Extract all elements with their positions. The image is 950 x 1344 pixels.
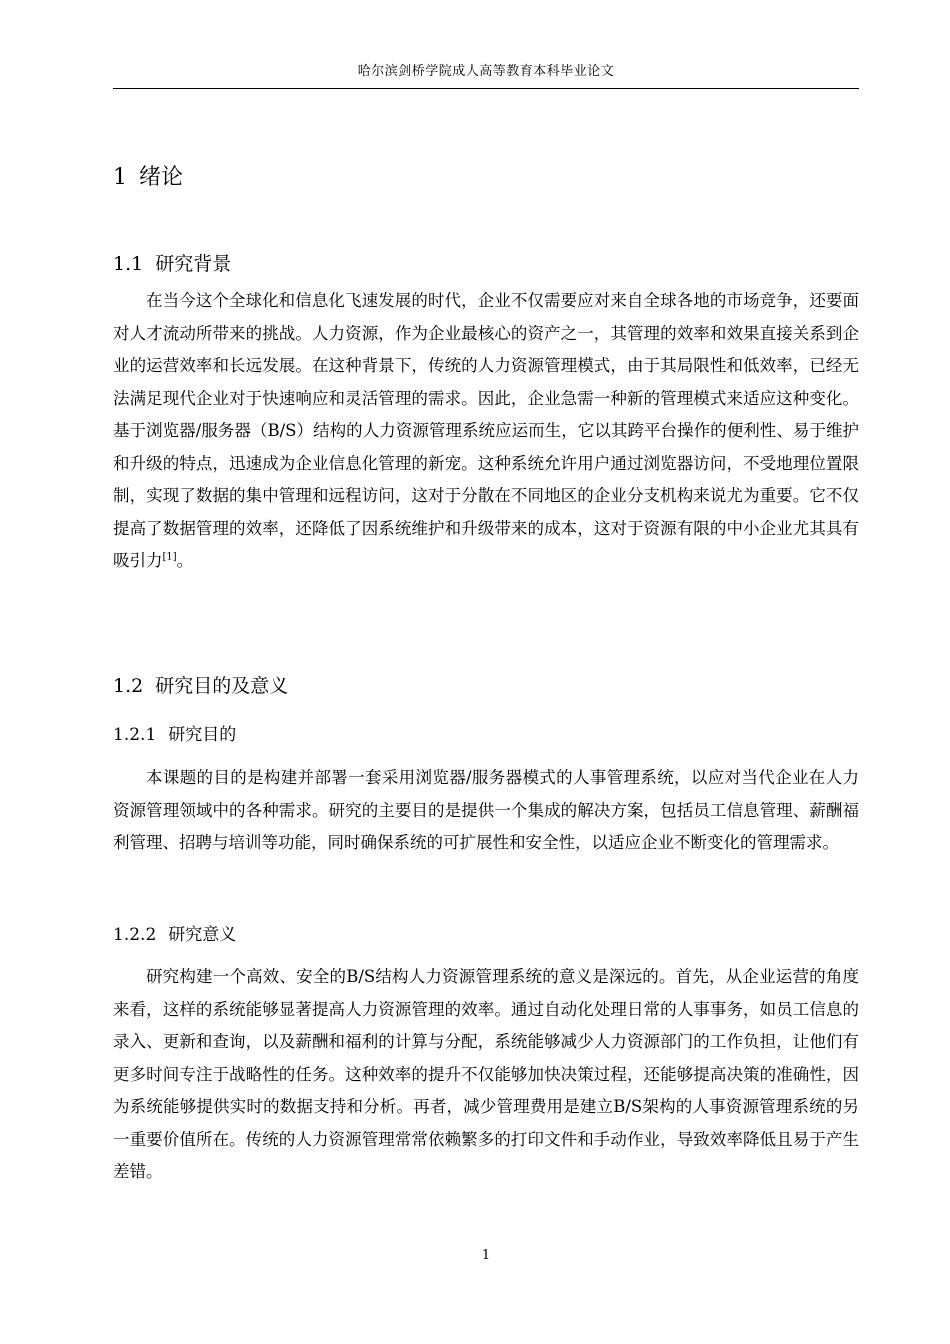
subsection-heading-significance: [113, 922, 236, 948]
header-rule: [113, 88, 859, 89]
section-number: 1.2: [113, 675, 144, 697]
chapter-title: 绪论: [139, 165, 184, 190]
paragraph-background: [113, 285, 859, 578]
section-title: 研究目的及意义: [155, 675, 289, 697]
section-heading-purpose-significance: [113, 672, 288, 700]
section-number: 1.1: [113, 253, 144, 275]
subsection-title: 研究意义: [168, 925, 237, 945]
subsection-number: 1.2.2: [113, 925, 157, 945]
running-header: 哈尔滨剑桥学院成人高等教育本科毕业论文: [357, 64, 615, 79]
subsection-number: 1.2.1: [113, 725, 157, 745]
paragraph-text: 本课题的目的是构建并部署一套采用浏览器/服务器模式的人事管理系统，以应对当代企业在人力资源管理领域中的各种需求。研究的主要目的是提供一个集成的解决方案，包括员工信息管理、薪酬福利管理、招聘与培训等功能，同时确保系统的可扩展性和安全性，以适应企业不断变化的管理需求。: [113, 768, 859, 852]
citation-ref: [1]: [162, 551, 177, 563]
paragraph-significance: [113, 961, 859, 1189]
section-title: 研究背景: [155, 253, 232, 275]
subsection-title: 研究目的: [168, 725, 237, 745]
chapter-heading: [113, 162, 183, 194]
page-number: 1: [481, 1248, 491, 1263]
paragraph-end: 。: [176, 551, 194, 570]
paragraph-text: 研究构建一个高效、安全的B/S结构人力资源管理系统的意义是深远的。首先，从企业运营的角度来看，这样的系统能够显著提高人力资源管理的效率。通过自动化处理日常的人事事务，如员工信息的录入、更新和查询，以及薪酬和福利的计算与分配，系统能够减少人力资源部门的工作负担，让他们有更多时间专注于战略性的任务。这种效率的提升不仅能够加快决策过程，还能够提高决策的准确性，因为系统能够提供实时的数据支持和分析。再者，减少管理费用是建立B/S架构的人事资源管理系统的另一重要价值所在。传统的人力资源管理常常依赖繁多的打印文件和手动作业，导致效率降低且易于产生差错。: [113, 967, 859, 1181]
paragraph-purpose: [113, 762, 859, 860]
subsection-heading-purpose: [113, 722, 236, 748]
chapter-number: 1: [113, 165, 127, 190]
paragraph-text: 在当今这个全球化和信息化飞速发展的时代，企业不仅需要应对来自全球各地的市场竞争，还要面对人才流动所带来的挑战。人力资源，作为企业最核心的资产之一，其管理的效率和效果直接关系到企业的运营效率和长远发展。在这种背景下，传统的人力资源管理模式，由于其局限性和低效率，已经无法满足现代企业对于快速响应和灵活管理的需求。因此，企业急需一种新的管理模式来适应这种变化。基于浏览器/服务器（B/S）结构的人力资源管理系统应运而生，它以其跨平台操作的便利性、易于维护和升级的特点，迅速成为企业信息化管理的新宠。这种系统允许用户通过浏览器访问，不受地理位置限制，实现了数据的集中管理和远程访问，这对于分散在不同地区的企业分支机构来说尤为重要。它不仅提高了数据管理的效率，还降低了因系统维护和升级带来的成本，这对于资源有限的中小企业尤其具有吸引力: [113, 291, 859, 570]
section-heading-background: [113, 250, 231, 278]
